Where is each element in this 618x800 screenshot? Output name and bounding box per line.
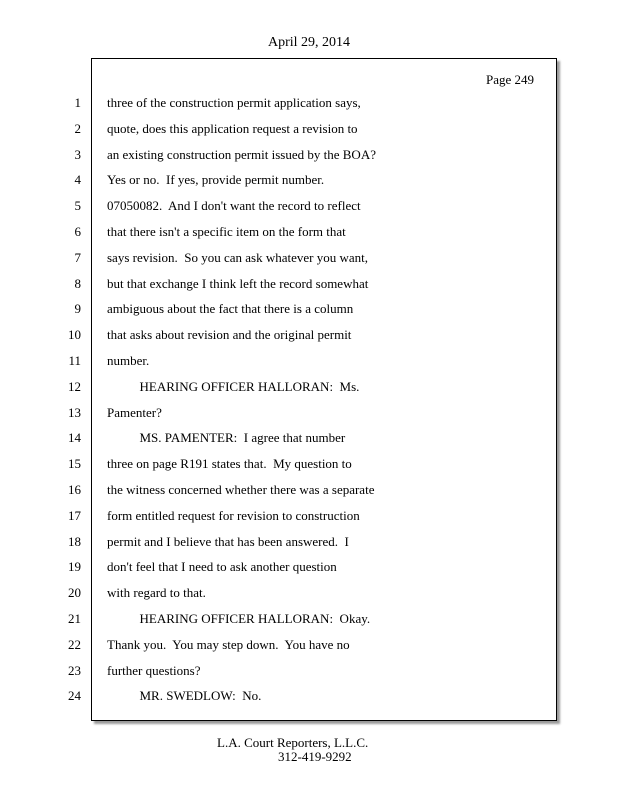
transcript-line: HEARING OFFICER HALLORAN: Okay.	[107, 611, 371, 626]
line-number: 10	[68, 327, 81, 342]
transcript-line: further questions?	[107, 663, 201, 678]
line-number: 17	[68, 508, 81, 523]
line-number: 22	[68, 637, 81, 652]
line-number: 23	[68, 663, 81, 678]
transcript-line: form entitled request for revision to construction	[107, 508, 360, 523]
line-number: 9	[74, 301, 81, 316]
line-number: 18	[68, 534, 81, 549]
line-number: 24	[68, 688, 81, 703]
line-number: 16	[68, 482, 81, 497]
line-number: 3	[74, 147, 81, 162]
line-number: 20	[68, 585, 81, 600]
transcript-line: three on page R191 states that. My question to	[107, 456, 352, 471]
line-number: 8	[74, 276, 81, 291]
line-number: 11	[68, 353, 81, 368]
transcript-line: don't feel that I need to ask another question	[107, 559, 337, 574]
court-reporter-firm: L.A. Court Reporters, L.L.C.	[217, 735, 369, 750]
transcript-date: April 29, 2014	[267, 35, 351, 50]
transcript-line: quote, does this application request a revision to	[107, 121, 358, 136]
transcript-line: HEARING OFFICER HALLORAN: Ms.	[107, 379, 360, 394]
line-number: 1	[74, 95, 81, 110]
page-number: Page 249	[485, 72, 534, 87]
line-number-column	[0, 0, 91, 800]
transcript-line: that asks about revision and the original permit	[107, 327, 352, 342]
court-reporter-phone: 312-419-9292	[278, 749, 352, 764]
transcript-line: permit and I believe that has been answered. I	[107, 534, 349, 549]
line-number: 13	[68, 405, 81, 420]
transcript-line: Thank you. You may step down. You have no	[107, 637, 350, 652]
line-number: 2	[74, 121, 81, 136]
line-number: 4	[74, 172, 81, 187]
transcript-line: Pamenter?	[107, 405, 162, 420]
transcript-line: the witness concerned whether there was a separate	[107, 482, 375, 497]
line-number: 19	[68, 559, 81, 574]
transcript-line: number.	[107, 353, 150, 368]
transcript-line: ambiguous about the fact that there is a column	[107, 301, 354, 316]
line-number: 15	[68, 456, 81, 471]
line-number: 14	[68, 430, 81, 445]
line-number: 12	[68, 379, 81, 394]
transcript-line: MS. PAMENTER: I agree that number	[107, 430, 346, 445]
transcript-line: with regard to that.	[107, 585, 206, 600]
transcript-line: an existing construction permit issued by the BOA?	[107, 147, 376, 162]
line-number: 6	[74, 224, 81, 239]
transcript-line: 07050082. And I don't want the record to reflect	[107, 198, 361, 213]
transcript-line: but that exchange I think left the record somewhat	[107, 276, 369, 291]
line-number: 5	[74, 198, 81, 213]
line-number: 7	[74, 250, 81, 265]
line-number: 21	[68, 611, 81, 626]
transcript-line: Yes or no. If yes, provide permit number.	[107, 172, 325, 187]
transcript-line: says revision. So you can ask whatever you want,	[107, 250, 369, 265]
transcript-line: MR. SWEDLOW: No.	[107, 688, 262, 703]
transcript-line: three of the construction permit application says,	[107, 95, 361, 110]
transcript-line: that there isn't a specific item on the form that	[107, 224, 346, 239]
